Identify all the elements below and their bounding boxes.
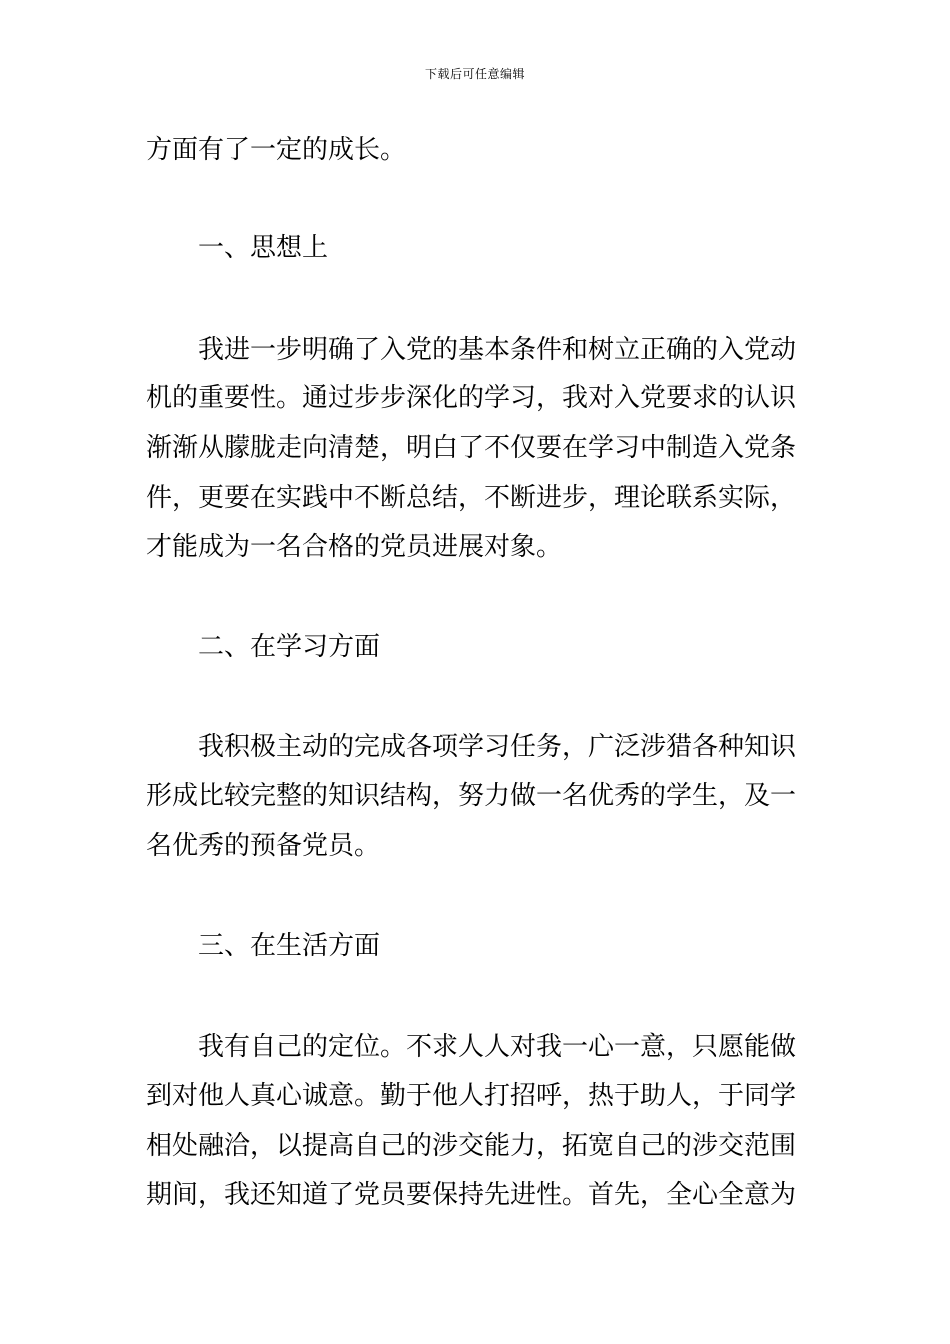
paragraph-line: 形成比较完整的知识结构，努力做一名优秀的学生，及一: [146, 781, 797, 811]
paragraph-line: 渐渐从朦胧走向清楚，明白了不仅要在学习中制造入党条: [146, 433, 797, 463]
paragraph-line: 机的重要性。通过步步深化的学习，我对入党要求的认识: [146, 383, 797, 413]
paragraph-line: 我积极主动的完成各项学习任务，广泛涉猎各种知识: [198, 732, 797, 762]
section-heading: 二、在学习方面: [198, 632, 381, 662]
page-header: 下载后可任意编辑: [424, 67, 525, 81]
paragraph-line: 名优秀的预备党员。: [146, 831, 381, 861]
paragraph-line: 件，更要在实践中不断总结，不断进步，理论联系实际，: [146, 483, 797, 513]
paragraph-line: 我进一步明确了入党的基本条件和树立正确的入党动: [198, 335, 797, 365]
paragraph-line: 我有自己的定位。不求人人对我一心一意，只愿能做: [198, 1032, 797, 1062]
section-heading: 三、在生活方面: [198, 931, 381, 961]
paragraph-line: 才能成为一名合格的党员进展对象。: [146, 532, 563, 562]
paragraph-line: 相处融洽，以提高自己的涉交能力，拓宽自己的涉交范围: [146, 1131, 797, 1161]
section-heading: 一、思想上: [198, 233, 329, 263]
paragraph-line: 期间，我还知道了党员要保持先进性。首先，全心全意为: [146, 1180, 797, 1210]
paragraph-line: 到对他人真心诚意。勤于他人打招呼，热于助人，于同学: [146, 1081, 797, 1111]
paragraph-line: 方面有了一定的成长。: [146, 135, 407, 165]
